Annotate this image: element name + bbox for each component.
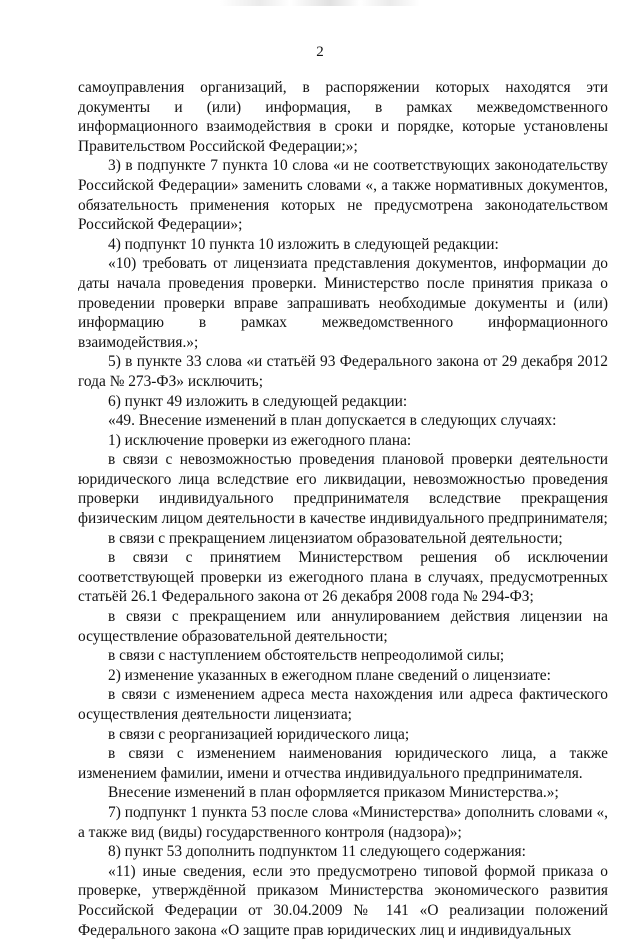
page-number: 2 [316,44,324,60]
paragraph: 3) в подпункте 7 пункта 10 слова «и не соответствующих законодательству Российской Федерации» заменить словами «, а также нормативных документов, обязательность применения которых не предусмотрена законодательством Российской Федерации»; [78,157,608,234]
paragraph: «49. Внесение изменений в план допускается в следующих случаях: [108,412,557,430]
paragraph: в связи с прекращением или аннулированием действия лицензии на осуществление образовательной деятельности; [78,608,608,645]
document-body [78,78,608,940]
paragraph: самоуправления организаций, в распоряжении которых находятся эти документы и (или) информация, в рамках межведомственного информационного взаимодействия в сроки и порядке, которые установлены Правительством Российской Федерации;»; [78,79,608,155]
paragraph: в связи с прекращением лицензиатом образовательной деятельности; [108,529,563,547]
paragraph: 7) подпункт 1 пункта 53 после слова «Министерства» дополнить словами «, а также вид (виды) государственного контроля (надзора)»; [78,803,608,841]
paragraph: в связи с невозможностью проведения плановой проверки деятельности юридического лица вследствие его ликвидации, невозможностью проведения проверки индивидуального предпринимателя вследствие прекращения физическим лицом деятельности в качестве индивидуального предпринимателя; [78,451,608,528]
paragraph: в связи с изменением наименования юридического лица, а также изменением фамилии, имени и отчества индивидуального предпринимателя. [78,745,608,782]
paragraph: 2) изменение указанных в ежегодном плане сведений о лицензиате: [108,666,551,684]
paragraph: 6) пункт 49 изложить в следующей редакции: [108,392,408,410]
paragraph: 8) пункт 53 дополнить подпунктом 11 следующего содержания: [108,843,526,861]
paragraph: «10) требовать от лицензиата представления документов, информации до даты начала проведения проверки. Министерство после принятия приказа о проведении проверки вправе запрашивать необходимые документы и (или) информацию в рамках межведомственного информационного взаимодействия.»; [78,255,608,351]
scan-artifact [220,0,420,6]
paragraph: в связи с принятием Министерством решения об исключении соответствующей проверки из ежегодного плана в случаях, предусмотренных статьёй 26.1 Федерального закона от 26 декабря 2008 года № 294-ФЗ; [78,549,608,606]
paragraph: Внесение изменений в план оформляется приказом Министерства.»; [108,784,559,802]
paragraph: 4) подпункт 10 пункта 10 изложить в следующей редакции: [108,235,499,253]
paragraph: в связи с реорганизацией юридического лица; [108,725,410,743]
paragraph: в связи с изменением адреса места нахождения или адреса фактического осуществления деятельности лицензиата; [78,686,608,723]
paragraph: 1) исключение проверки из ежегодного плана: [108,431,412,449]
paragraph: «11) иные сведения, если это предусмотрено типовой формой приказа о проверке, утверждённой приказом Министерства экономического развития Российской Федерации от 30.04.2009 № 141 «О реализации положений Федерального закона «О защите прав юридических лиц и индивидуальных [78,862,608,939]
paragraph: в связи с наступлением обстоятельств непреодолимой силы; [108,647,505,665]
paragraph: 5) в пункте 33 слова «и статьёй 93 Федерального закона от 29 декабря 2012 года № 273-ФЗ» исключить; [78,353,608,390]
